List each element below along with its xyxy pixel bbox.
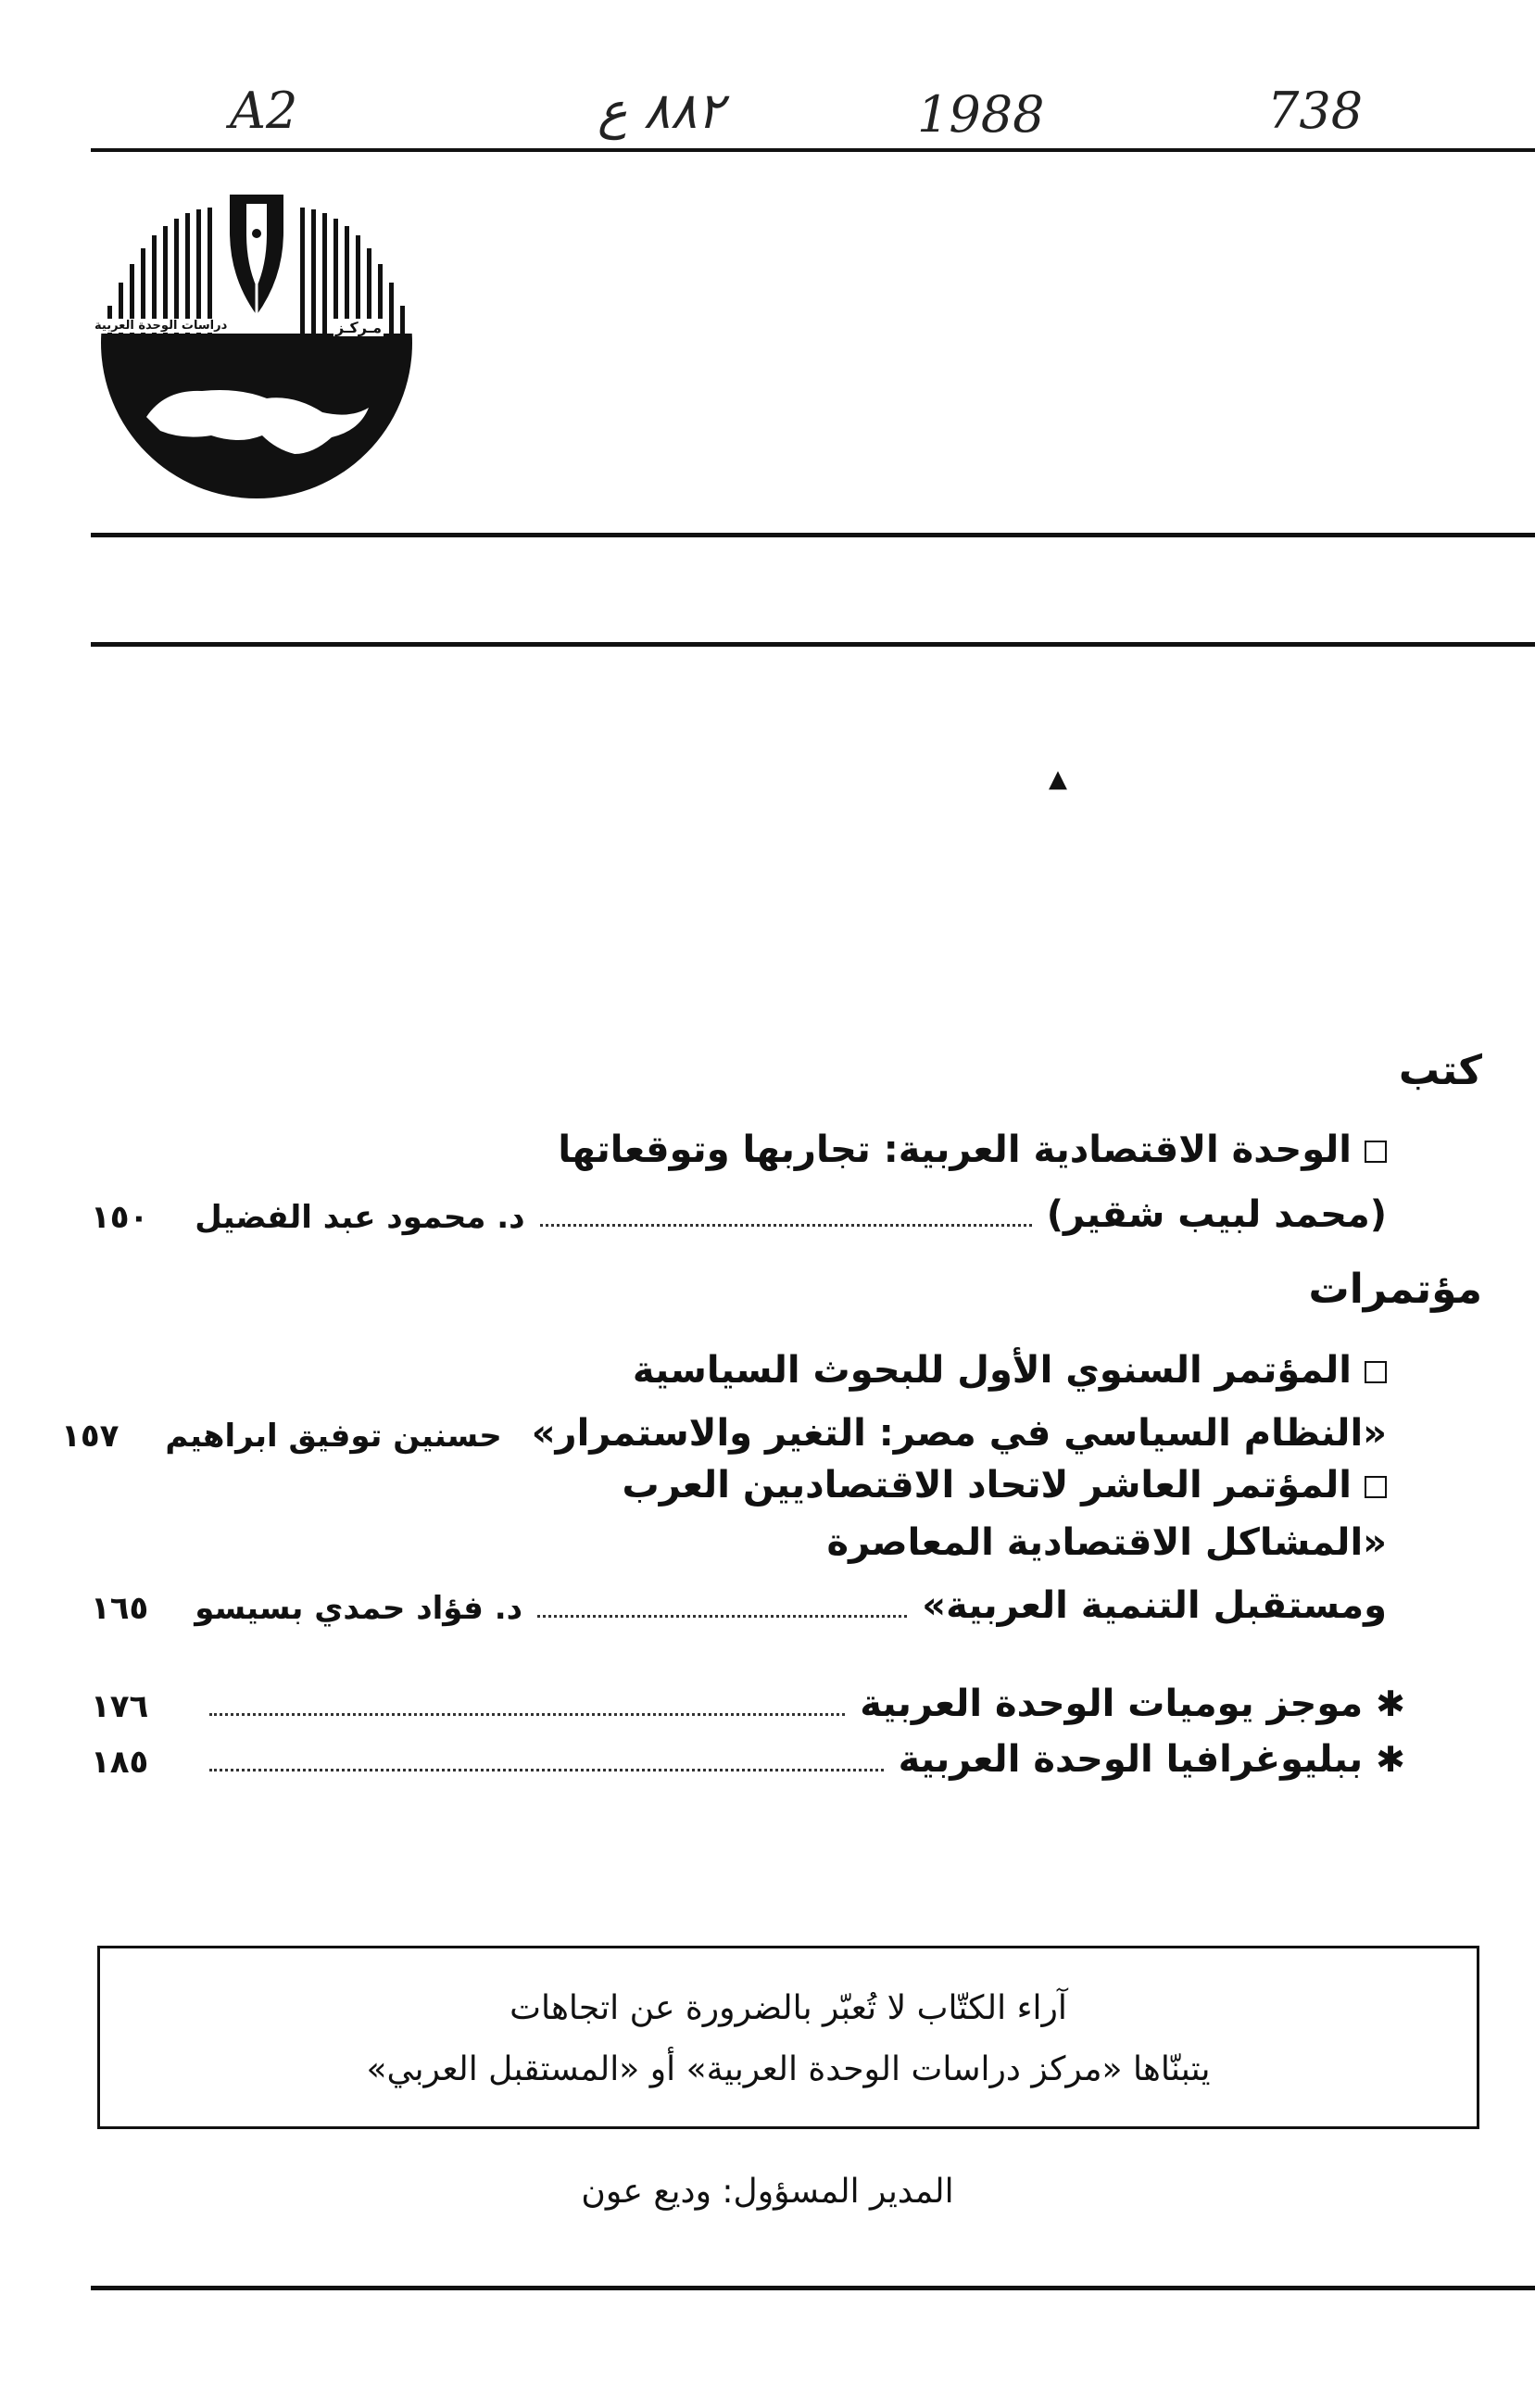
biblio-title: ببليوغرافيا الوحدة العربية [898, 1738, 1364, 1781]
biblio-page: ١٨٥ [91, 1744, 149, 1781]
book-1-subtitle: (محمد لبيب شقير) [1046, 1193, 1387, 1236]
book-1-author: د. محمود عبد الفضيل [195, 1199, 525, 1236]
dotted-leader [209, 1769, 883, 1771]
checkbox-square-icon [1365, 1141, 1387, 1163]
center-logo [91, 176, 422, 502]
biblio-entry [91, 1733, 1405, 1781]
conf-2-title: المؤتمر العاشر لاتحاد الاقتصاديين العرب [623, 1464, 1387, 1507]
asterisk-icon: ✱ [1376, 1683, 1405, 1724]
disclaimer-line-2: يتبنّاها «مركز دراسات الوحدة العربية» أو «المستقبل العربي» [366, 2050, 1211, 2088]
summary-entry [91, 1677, 1405, 1725]
conf-2-subtitle-1: «المشاكل الاقتصادية المعاصرة [826, 1521, 1387, 1564]
conf-2-subtitle-2: ومستقبل التنمية العربية» [922, 1584, 1387, 1627]
logo-text-name: دراسات الوحدة العربية [94, 319, 228, 333]
bottom-rule [91, 2286, 1535, 2290]
summary-title: موجز يوميات الوحدة العربية [860, 1683, 1364, 1725]
conf-2-entry [91, 1579, 1387, 1627]
disclaimer-line-1: آراء الكتّاب لا تُعبّر بالضرورة عن اتجاهات [510, 1989, 1067, 2027]
conf-1-subtitle: «النظام السياسي في مصر: التغير والاستمرار» [531, 1412, 1387, 1455]
logo-text-center: مـركـز [335, 319, 383, 336]
section-conferences: مؤتمرات [1308, 1266, 1482, 1313]
dotted-leader [540, 1224, 1032, 1227]
disclaimer-box [97, 1946, 1479, 2129]
rule-1 [91, 533, 1535, 537]
arrow-mark-icon: ▲ [1049, 765, 1067, 793]
handwritten-ref-1: A2 [230, 82, 298, 140]
conf-1-entry [61, 1406, 1387, 1455]
conf-1-author: حسنين توفيق ابراهيم [165, 1418, 502, 1455]
book-1-page: ١٥٠ [91, 1199, 149, 1236]
conf-2-author: د. فؤاد حمدي بسيسو [195, 1590, 523, 1627]
director-line: المدير المسؤول: وديع عون [581, 2173, 954, 2211]
asterisk-icon: ✱ [1376, 1739, 1405, 1780]
handwritten-ref-2: ٨٨٢ ع [598, 82, 724, 140]
book-1-entry [91, 1188, 1387, 1236]
handwritten-number: 738 [1267, 82, 1364, 140]
checkbox-square-icon [1365, 1361, 1387, 1383]
logo-emblem [91, 176, 422, 502]
handwritten-year: 1988 [917, 85, 1045, 144]
section-books: كتب [1398, 1047, 1482, 1094]
rule-2 [91, 642, 1535, 647]
dotted-leader [209, 1713, 845, 1716]
conf-1-title: المؤتمر السنوي الأول للبحوث السياسية [633, 1349, 1387, 1392]
checkbox-square-icon [1365, 1476, 1387, 1498]
book-1-title: الوحدة الاقتصادية العربية: تجاربها وتوقعاتها [558, 1128, 1387, 1171]
conf-1-page: ١٥٧ [61, 1418, 120, 1455]
dotted-leader [537, 1615, 907, 1618]
conf-2-page: ١٦٥ [91, 1590, 149, 1627]
top-rule [91, 148, 1535, 152]
summary-page: ١٧٦ [91, 1688, 149, 1725]
